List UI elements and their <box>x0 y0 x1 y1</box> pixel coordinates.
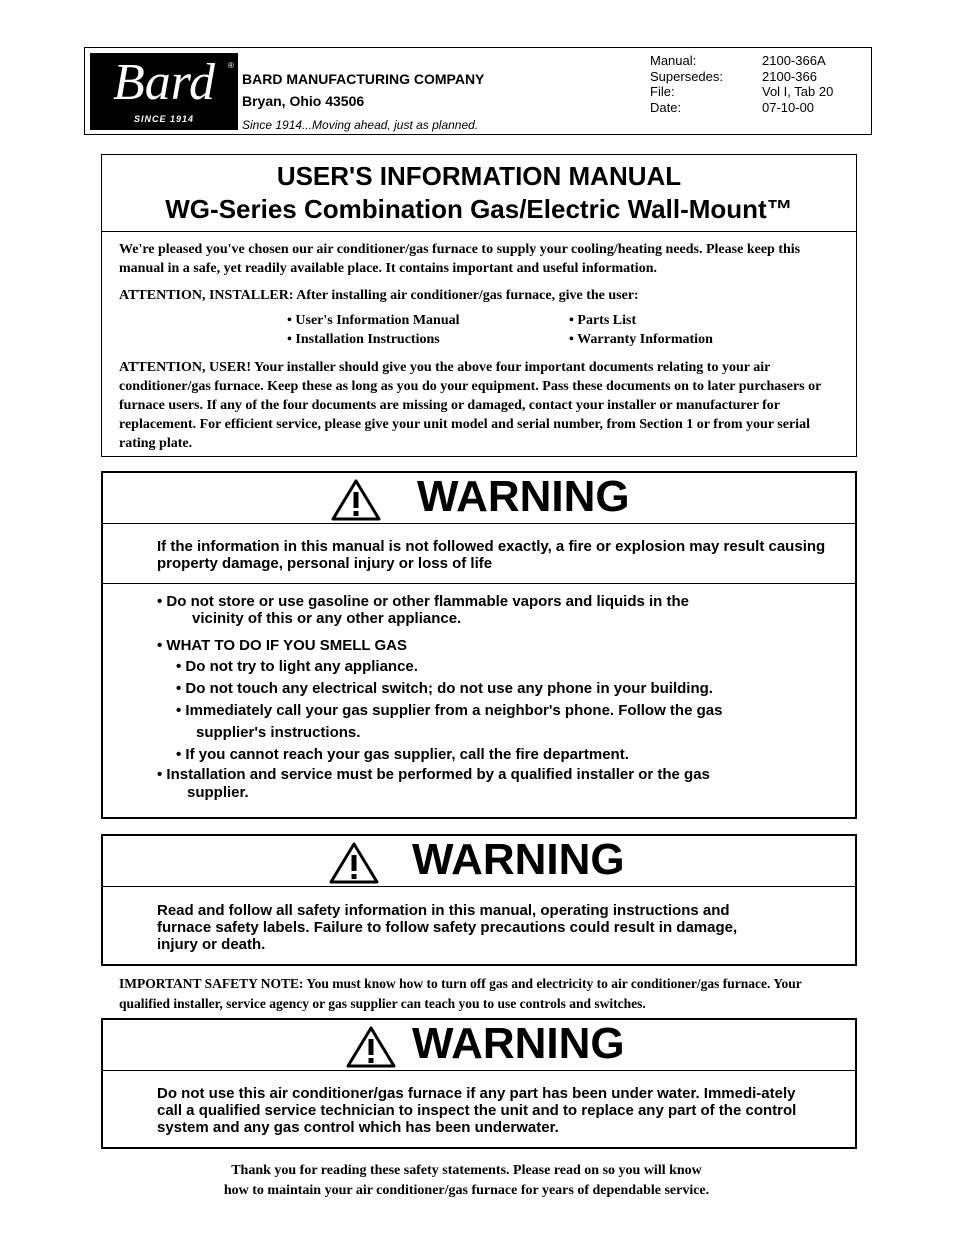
warning-triangle-icon <box>345 1025 397 1069</box>
meta-value: 07-10-00 <box>762 99 815 115</box>
document-item: • Installation Instructions <box>287 332 440 347</box>
title-box <box>101 154 857 457</box>
document-header <box>84 47 872 135</box>
logo-wordmark: Bard <box>112 54 216 111</box>
meta-label: Manual: <box>650 53 697 68</box>
meta-label: Supersedes: <box>650 68 723 84</box>
warning-title: WARNING <box>412 835 625 884</box>
warning-body: Read and follow all safety information in this manual, operating instructions and furnace safety labels. Failure to follow safety precautions could result in damage, injury or death. <box>157 902 738 953</box>
company-name: BARD MANUFACTURING COMPANY <box>242 71 485 87</box>
meta-value: 2100-366A <box>762 53 826 68</box>
warning-list <box>103 584 855 802</box>
warning-triangle-icon <box>328 841 380 885</box>
warning-box-water <box>101 1018 857 1149</box>
document-item: • Parts List <box>569 313 637 328</box>
bullet-no-gasoline: • Do not store or use gasoline or other flammable vapors and liquids in the <box>157 593 690 610</box>
bullet-smell-gas: • WHAT TO DO IF YOU SMELL GAS <box>157 637 407 654</box>
warning-header <box>103 836 855 887</box>
meta-label: Date: <box>650 99 682 115</box>
meta-row-date <box>650 100 833 116</box>
sub-bullet-call-supplier: • Immediately call your gas supplier from a neighbor's phone. Follow the gas <box>176 702 723 719</box>
warning-intro: If the information in this manual is not followed exactly, a fire or explosion may result causing property damage, personal injury or loss of life <box>103 524 855 584</box>
intro-section <box>102 232 856 453</box>
warning-title: WARNING <box>417 472 630 521</box>
attention-user: ATTENTION, USER! Your installer should give you the above four important documents relating to your air conditioner/gas furnace. Keep these as long as you do your equipment. Pass these documents on to later purchasers or furnace users. If any of the four documents are missing or damaged, contact your installer or manufacturer for replacement. For efficient service, please give your unit model and serial number, from Section 1 or from your serial rating plate. <box>119 360 822 451</box>
sub-bullet-call-supplier-cont: supplier's instructions. <box>196 724 361 741</box>
manual-subtitle: WG-Series Combination Gas/Electric Wall-Mount™ <box>165 194 793 224</box>
warning-title: WARNING <box>412 1019 625 1068</box>
meta-label: File: <box>650 84 675 99</box>
closing-line: how to maintain your air conditioner/gas furnace for years of dependable service. <box>223 1183 710 1198</box>
warning-box-gas <box>101 471 857 819</box>
warning-body: Do not use this air conditioner/gas furnace if any part has been under water. Immedi-ately call a qualified service technician to inspect the unit and to replace any part of the control system and any gas control which has been underwater. <box>157 1085 797 1136</box>
document-meta <box>650 53 833 115</box>
manual-title: USER'S INFORMATION MANUAL <box>276 161 682 191</box>
closing-note <box>100 1161 833 1201</box>
meta-value: Vol I, Tab 20 <box>762 84 834 99</box>
bullet-no-gasoline-cont: vicinity of this or any other appliance. <box>192 610 462 627</box>
bullet-qualified-installer-cont: supplier. <box>187 784 249 801</box>
company-address: Bryan, Ohio 43506 <box>242 93 365 109</box>
warning-box-safety <box>101 834 857 966</box>
closing-line: Thank you for reading these safety statements. Please read on so you will know <box>231 1163 702 1178</box>
warning-header <box>103 473 855 524</box>
bard-logo <box>90 53 238 130</box>
meta-value: 2100-366 <box>762 68 817 84</box>
warning-triangle-icon <box>330 478 382 522</box>
meta-row-file <box>650 84 833 100</box>
welcome-paragraph: We're pleased you've chosen our air conditioner/gas furnace to supply your cooling/heating needs. Please keep this manual in a safe, yet readily available place. It contains important and useful information. <box>119 242 801 276</box>
warning-header <box>103 1020 855 1071</box>
bullet-qualified-installer: • Installation and service must be performed by a qualified installer or the gas <box>157 766 710 783</box>
title-area <box>102 155 856 232</box>
documents-list <box>287 311 840 349</box>
document-item: • Warranty Information <box>569 332 713 347</box>
document-item: • User's Information Manual <box>287 313 460 328</box>
registered-mark: ® <box>228 61 234 70</box>
company-tagline: Since 1914...Moving ahead, just as planned. <box>242 118 479 132</box>
attention-installer: ATTENTION, INSTALLER: After installing air conditioner/gas furnace, give the user: <box>119 288 639 303</box>
meta-row-supersedes <box>650 69 833 85</box>
sub-bullet-fire-dept: • If you cannot reach your gas supplier, call the fire department. <box>176 746 629 763</box>
logo-since: SINCE 1914 <box>133 114 195 124</box>
sub-bullet-no-switch: • Do not touch any electrical switch; do not use any phone in your building. <box>176 680 713 697</box>
sub-bullet-no-light: • Do not try to light any appliance. <box>176 658 418 675</box>
important-safety-note: IMPORTANT SAFETY NOTE: You must know how to turn off gas and electricity to air conditioner/gas furnace. Your qualified installer, service agency or gas supplier can teach you to use controls and switches. <box>119 976 802 1011</box>
meta-row-manual <box>650 53 833 69</box>
